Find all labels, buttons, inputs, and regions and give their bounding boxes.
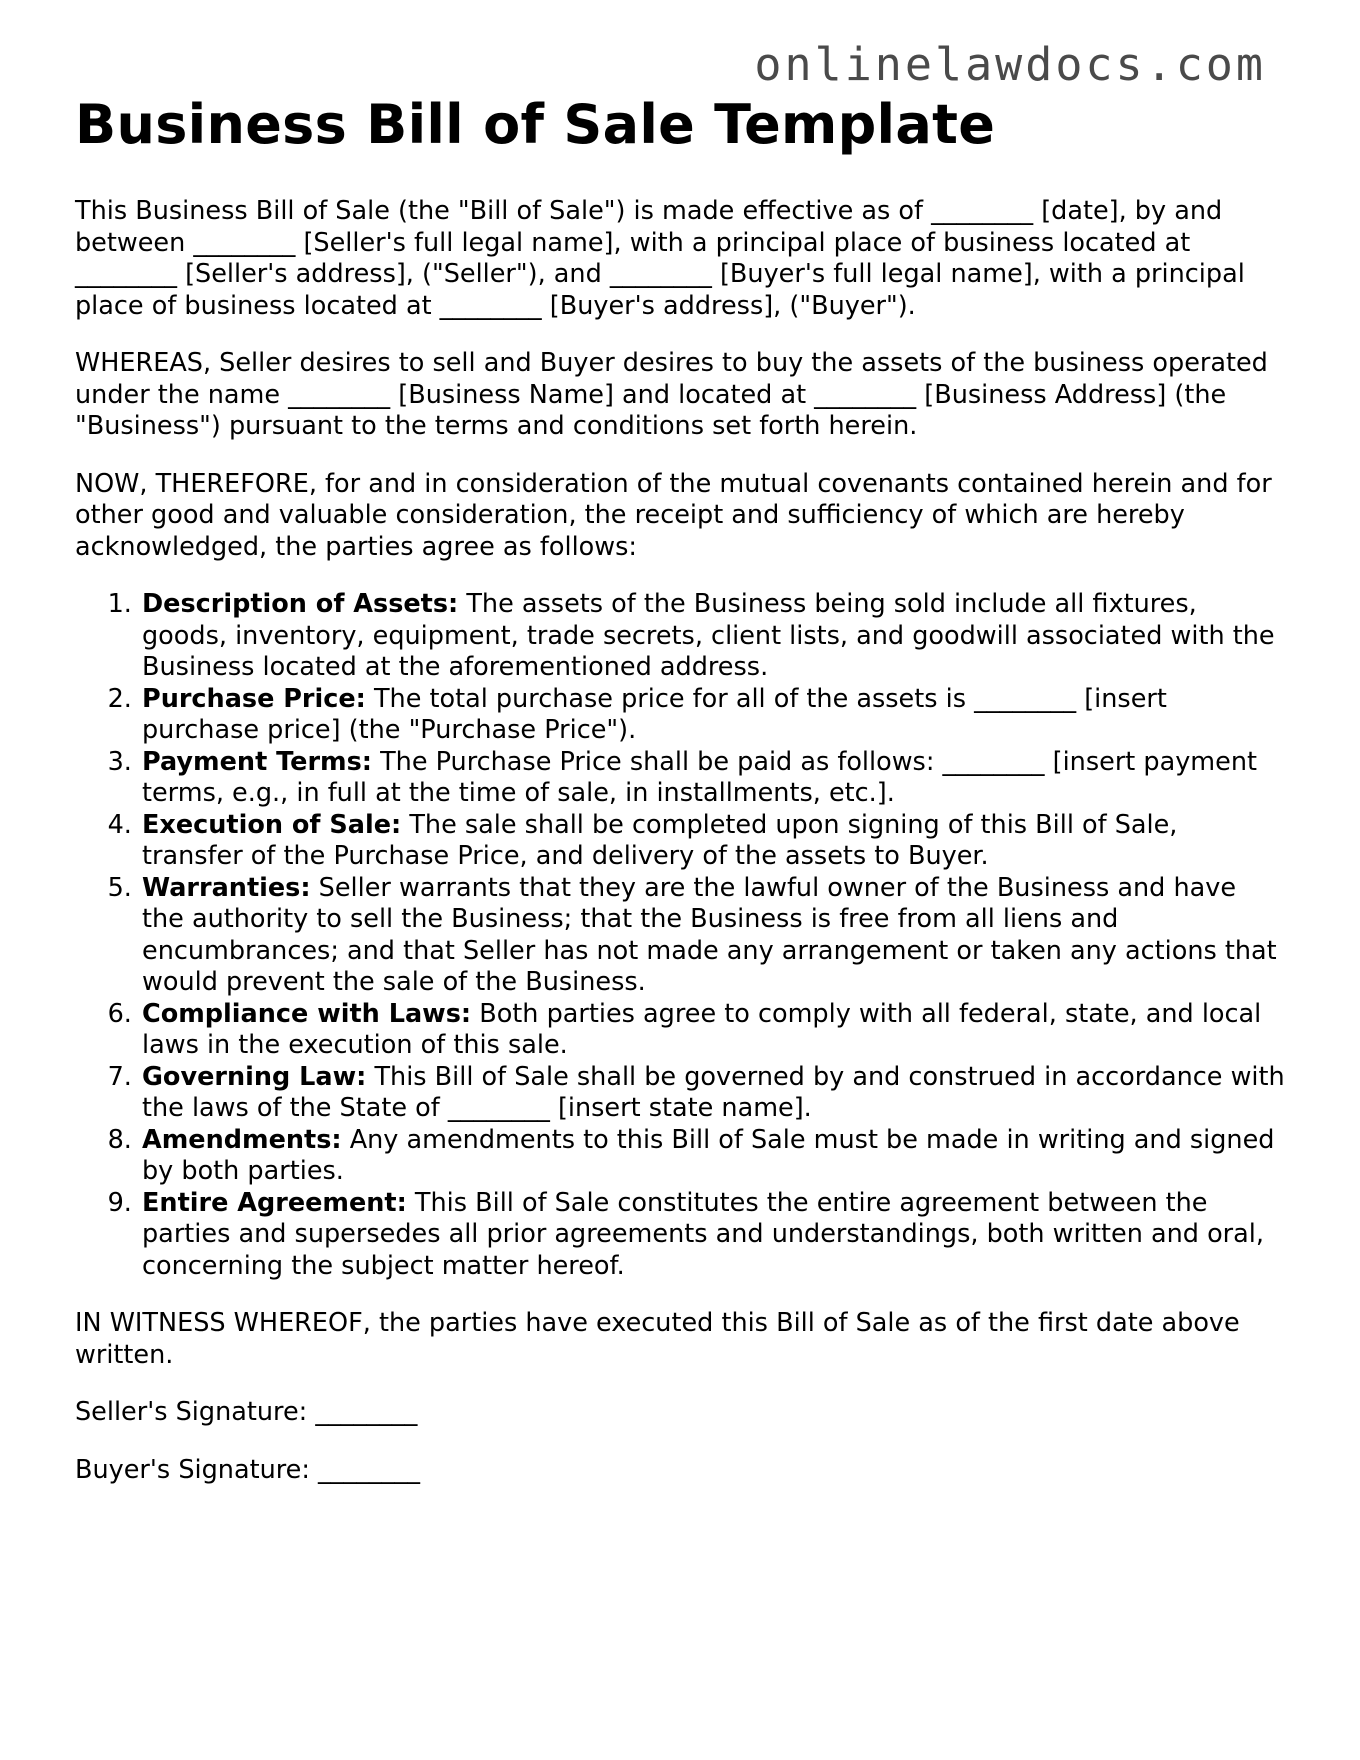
seller-signature-line: Seller's Signature: ________ [75, 1397, 418, 1428]
document-title: Business Bill of Sale Template [75, 93, 996, 156]
clause-item [140, 684, 1285, 747]
witness-paragraph: IN WITNESS WHEREOF, the parties have executed this Bill of Sale as of the first date above written. [75, 1308, 1240, 1370]
clause-text: Both parties agree to comply with all federal, state, and local laws in the execution of this sale. [142, 998, 1262, 1061]
clause-text: Seller warrants that they are the lawful owner of the Business and have the authority to sell the Business; that the Business is free from all liens and encumbrances; and that Seller has not made any arrangement or taken any actions that would prevent the sale of the Business. [142, 872, 1277, 998]
now-therefore-paragraph: NOW, THEREFORE, for and in consideration of the mutual covenants contained herein and for other good and valuable consideration, the receipt and sufficiency of which are hereby acknowledged, the parties agree as follows: [75, 468, 1272, 562]
clause-term: Governing Law: [142, 1061, 367, 1092]
clause-term: Entire Agreement: [142, 1187, 407, 1218]
clause-term: Execution of Sale: [142, 809, 402, 840]
clause-text: The sale shall be completed upon signing of this Bill of Sale, transfer of the Purchase Price, and delivery of the assets to Buyer. [142, 809, 1178, 872]
clause-text: This Bill of Sale constitutes the entire agreement between the parties and supersedes all prior agreements and understandings, both written and oral, concerning the subject matter hereof. [142, 1187, 1264, 1281]
clause-item [140, 1062, 1285, 1125]
clause-item [140, 810, 1285, 873]
clause-text: This Bill of Sale shall be governed by and construed in accordance with the laws of the State of ________ [insert state name]. [142, 1061, 1285, 1124]
clause-term: Compliance with Laws: [142, 998, 472, 1029]
watermark: onlinelawdocs.com [754, 38, 1266, 91]
clause-term: Payment Terms: [142, 746, 372, 777]
clause-list [75, 589, 1285, 1282]
clause-item [140, 873, 1285, 999]
clause-term: Description of Assets: [142, 589, 459, 620]
document-page [75, 95, 1285, 1512]
whereas-paragraph: WHEREAS, Seller desires to sell and Buyer desires to buy the assets of the business operated under the name ________ [Business Name] and located at ________ [Business Address] (the "Business") pursuant to the terms and conditions set forth herein. [75, 348, 1268, 442]
clause-item [140, 999, 1285, 1062]
clause-item [140, 747, 1285, 810]
clause-text: Any amendments to this Bill of Sale must be made in writing and signed by both parties. [142, 1124, 1275, 1187]
clause-text: The Purchase Price shall be paid as follows: ________ [insert payment terms, e.g., in full at the time of sale, in installments, etc.]. [142, 746, 1257, 809]
clause-item [140, 1125, 1285, 1188]
clause-term: Amendments: [142, 1124, 342, 1155]
clause-term: Purchase Price: [142, 683, 366, 714]
buyer-signature-line: Buyer's Signature: ________ [75, 1454, 421, 1485]
intro-paragraph: This Business Bill of Sale (the "Bill of Sale") is made effective as of ________ [date], by and between ________ [Seller's full legal name], with a principal place of business located at ________ [Seller's address], ("Seller"), and ________ [Buyer's full legal name], with a principal place of business located at ________ [Buyer's address], ("Buyer"). [75, 196, 1245, 321]
clause-term: Warranties: [142, 872, 311, 903]
clause-item [140, 1188, 1285, 1283]
clause-text: The assets of the Business being sold include all fixtures, goods, inventory, equipment, trade secrets, client lists, and goodwill associated with the Business located at the aforementioned address. [142, 589, 1275, 683]
clause-item [140, 589, 1285, 684]
clause-text: The total purchase price for all of the assets is ________ [insert purchase price] (the "Purchase Price"). [142, 683, 1167, 746]
